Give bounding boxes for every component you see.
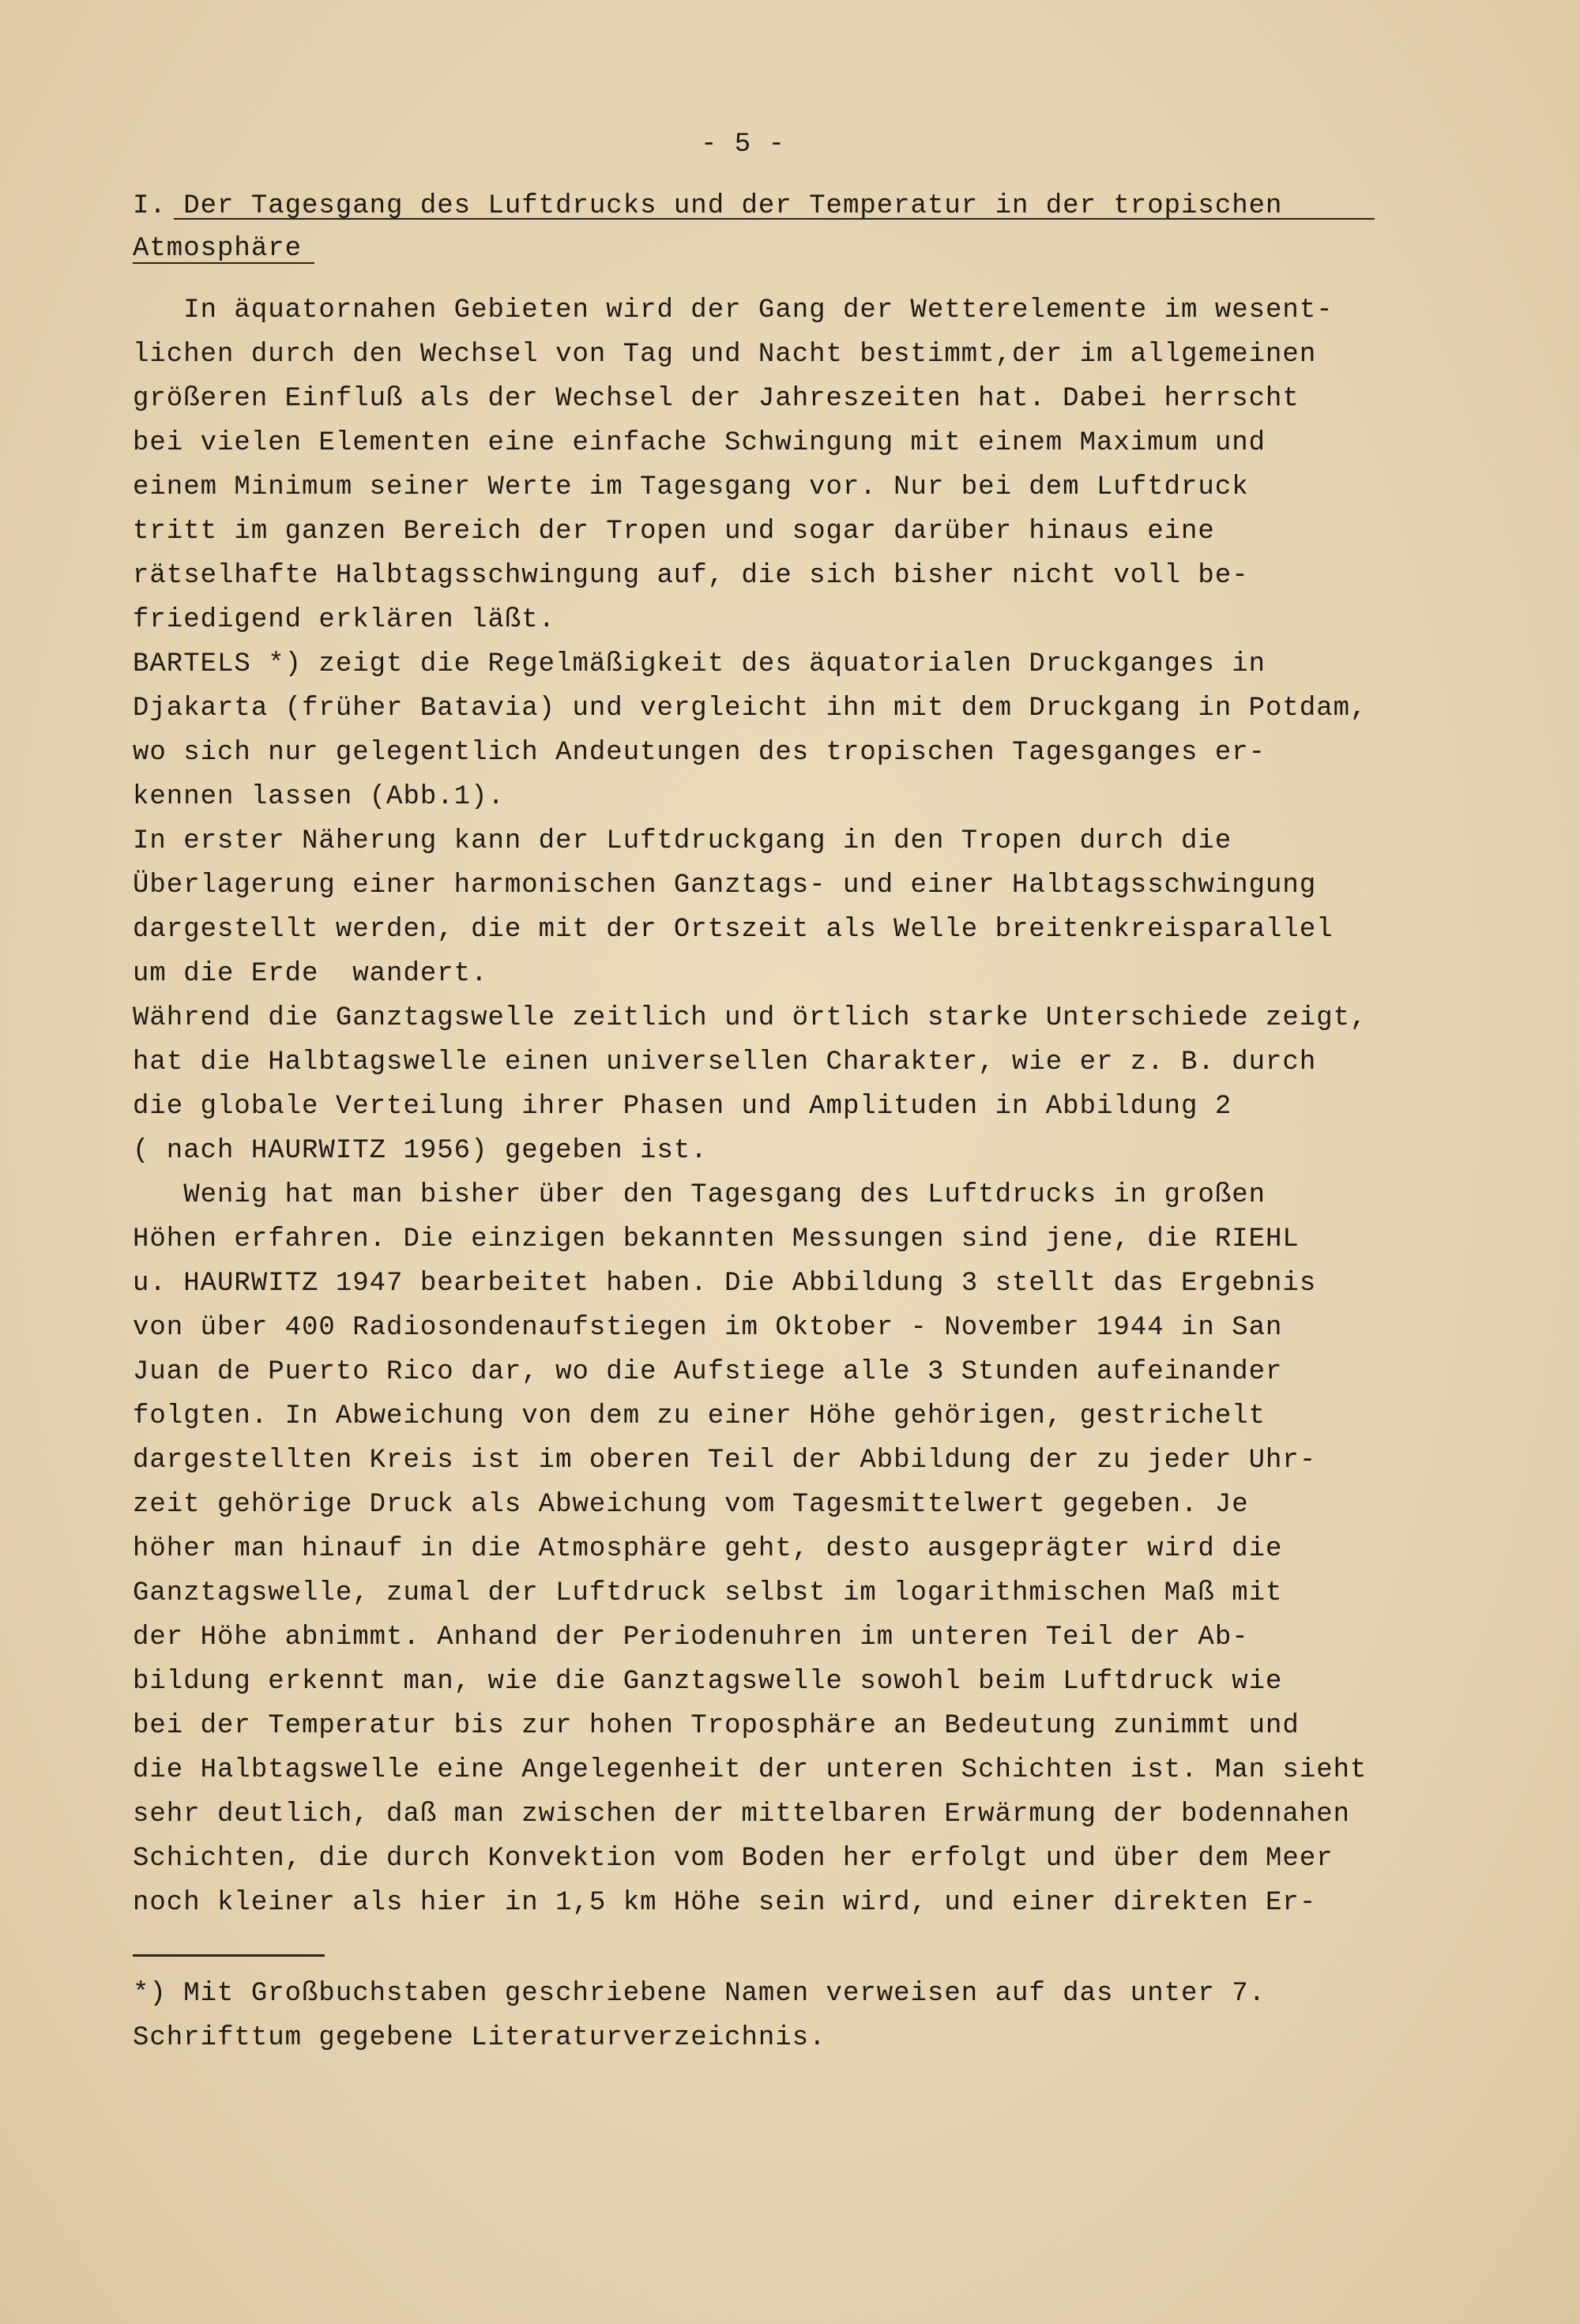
footnote-line: *) Mit Großbuchstaben geschriebene Namen verweisen auf das unter 7. (133, 1979, 1266, 2009)
footnote-line: Schrifttum gegebene Literaturverzeichnis. (133, 2023, 826, 2053)
body-line: Juan de Puerto Rico dar, wo die Aufstiege alle 3 Stunden aufeinander (133, 1357, 1283, 1387)
body-line: lichen durch den Wechsel von Tag und Nacht bestimmt,der im allgemeinen (133, 340, 1317, 370)
body-line: Djakarta (früher Batavia) und vergleicht ihn mit dem Druckgang in Potdam, (133, 694, 1367, 724)
body-line: sehr deutlich, daß man zwischen der mittelbaren Erwärmung der bodennahen (133, 1799, 1351, 1829)
body-line: Höhen erfahren. Die einzigen bekannten Messungen sind jene, die RIEHL (133, 1224, 1300, 1254)
body-line: größeren Einfluß als der Wechsel der Jahreszeiten hat. Dabei herrscht (133, 384, 1300, 414)
section-heading-line-1: I. Der Tagesgang des Luftdrucks und der Temperatur in der tropischen (133, 191, 1283, 221)
body-line: dargestellten Kreis ist im oberen Teil der Abbildung der zu jeder Uhr- (133, 1446, 1317, 1476)
page-number: - 5 - (701, 130, 786, 160)
body-line: friedigend erklären läßt. (133, 605, 556, 635)
body-line: Ganztagswelle, zumal der Luftdruck selbst im logarithmischen Maß mit (133, 1578, 1283, 1608)
body-line: bei der Temperatur bis zur hohen Troposphäre an Bedeutung zunimmt und (133, 1711, 1300, 1741)
body-line: rätselhafte Halbtagsschwingung auf, die sich bisher nicht voll be- (133, 561, 1249, 591)
section-heading-line-2: Atmosphäre (133, 234, 303, 264)
body-line: Überlagerung einer harmonischen Ganztags- und einer Halbtagsschwingung (133, 871, 1317, 901)
body-line: u. HAURWITZ 1947 bearbeitet haben. Die Abbildung 3 stellt das Ergebnis (133, 1269, 1317, 1299)
heading-underline (174, 218, 1375, 220)
body-line: Während die Ganztagswelle zeitlich und örtlich starke Unterschiede zeigt, (133, 1003, 1367, 1033)
body-line: folgten. In Abweichung von dem zu einer Höhe gehörigen, gestrichelt (133, 1401, 1266, 1431)
body-line: bei vielen Elementen eine einfache Schwingung mit einem Maximum und (133, 428, 1266, 458)
body-line: höher man hinauf in die Atmosphäre geht, desto ausgeprägter wird die (133, 1534, 1283, 1564)
body-line: zeit gehörige Druck als Abweichung vom Tagesmittelwert gegeben. Je (133, 1490, 1249, 1520)
body-line: ( nach HAURWITZ 1956) gegeben ist. (133, 1136, 708, 1166)
body-line: In äquatornahen Gebieten wird der Gang der Wetterelemente im wesent- (133, 295, 1334, 325)
body-line: noch kleiner als hier in 1,5 km Höhe sein wird, und einer direkten Er- (133, 1888, 1317, 1918)
body-line: um die Erde wandert. (133, 959, 488, 989)
footnote-separator (133, 1954, 325, 1957)
body-line: von über 400 Radiosondenaufstiegen im Oktober - November 1944 in San (133, 1313, 1283, 1343)
body-line: die globale Verteilung ihrer Phasen und Amplituden in Abbildung 2 (133, 1092, 1232, 1122)
body-line: wo sich nur gelegentlich Andeutungen des tropischen Tagesganges er- (133, 738, 1266, 768)
body-line: hat die Halbtagswelle einen universellen Charakter, wie er z. B. durch (133, 1047, 1317, 1077)
body-line: Wenig hat man bisher über den Tagesgang des Luftdrucks in großen (133, 1180, 1266, 1210)
body-line: tritt im ganzen Bereich der Tropen und sogar darüber hinaus eine (133, 517, 1215, 547)
body-line: die Halbtagswelle eine Angelegenheit der unteren Schichten ist. Man sieht (133, 1755, 1367, 1785)
body-line: Schichten, die durch Konvektion vom Boden her erfolgt und über dem Meer (133, 1844, 1334, 1874)
body-line: kennen lassen (Abb.1). (133, 782, 505, 812)
heading-underline (133, 262, 314, 264)
body-line: In erster Näherung kann der Luftdruckgang in den Tropen durch die (133, 826, 1232, 856)
body-line: der Höhe abnimmt. Anhand der Periodenuhren im unteren Teil der Ab- (133, 1623, 1249, 1653)
body-line: BARTELS *) zeigt die Regelmäßigkeit des äquatorialen Druckganges in (133, 649, 1266, 679)
body-line: dargestellt werden, die mit der Ortszeit als Welle breitenkreisparallel (133, 915, 1334, 945)
body-line: bildung erkennt man, wie die Ganztagswelle sowohl beim Luftdruck wie (133, 1667, 1283, 1697)
body-line: einem Minimum seiner Werte im Tagesgang vor. Nur bei dem Luftdruck (133, 472, 1249, 502)
